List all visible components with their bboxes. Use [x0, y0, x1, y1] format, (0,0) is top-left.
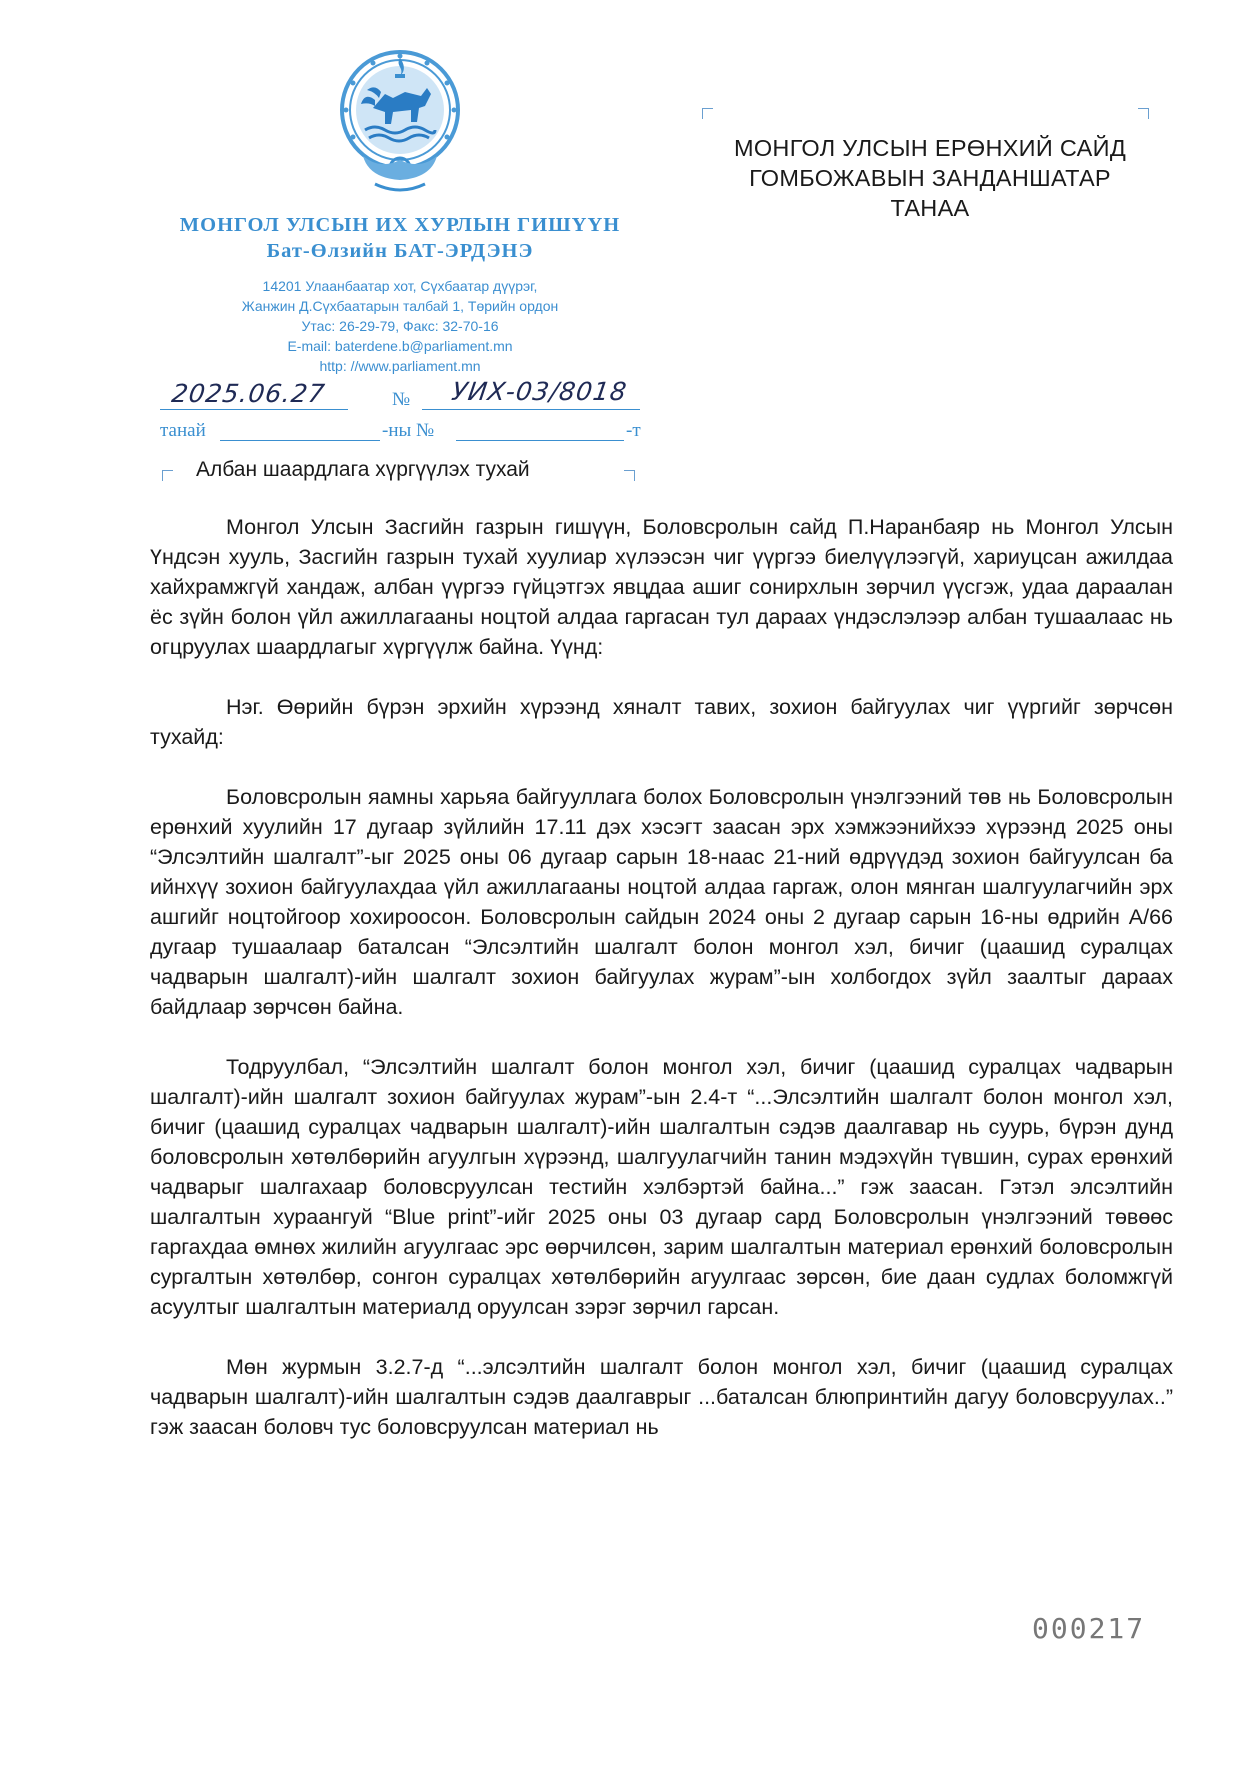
- reply-number-label: -ны №: [382, 420, 435, 441]
- state-emblem-icon: [335, 48, 465, 198]
- recipient-corner-mark: [702, 108, 713, 119]
- subject-corner-mark: [624, 470, 635, 481]
- sender-name: Бат-Өлзийн БАТ-ЭРДЭНЭ: [266, 240, 534, 262]
- number-underline: [422, 409, 640, 410]
- recipient-block: [700, 133, 1160, 223]
- sender-address: [150, 276, 650, 376]
- handwritten-date: 2025.06.27: [169, 379, 328, 408]
- body-paragraph: Тодруулбал, “Элсэлтийн шалгалт болон монгол хэл, бичиг (цаашид суралцах чадварын шалгалт)-ийн шалгалт зохион байгуулах журам”-ын 2.4-т “...Элсэлтийн шалгалт болон монгол хэл, бичиг (цаашид суралцах чадварын шалгалт)-ийн шалгалтын сэдэв даалгавар нь суурь, бүрэн дунд боловсролын хөтөлбөрийн агуулгын хүрээнд, шалгуулагчийн танин мэдэхүйн түвшин, сурах ерөнхий чадварыг шалгахаар боловсруулсан тестийн хэлбэртэй байна...” гэж заасан. Гэтэл элсэлтийн шалгалтын хураангуй “Blue print”-ийг 2025 оны 03 дугаар сард Боловсролын үнэлгээний төвөөс гаргахдаа өмнөх жилийн агуулгаас эрс өөрчилсөн, зарим шалгалтын материал ерөнхий боловсролын сургалтын хөтөлбөр, сонгон суралцах хөтөлбөрийн агуулгаас зөрсөн, бие даан судлах боломжгүй асуултыг шалгалтын материалд оруулсан зэрэг зөрчил гарсан.: [150, 1055, 1173, 1319]
- address-line: 14201 Улаанбаатар хот, Сүхбаатар дүүрэг,: [262, 278, 538, 294]
- page-number-stamp: 000217: [1032, 1612, 1146, 1645]
- letterhead: [150, 212, 650, 376]
- body-paragraph: Монгол Улсын Засгийн газрын гишүүн, Боловсролын сайд П.Наранбаяр нь Монгол Улсын Үндсэн хууль, Засгийн газрын тухай хуулиар хүлээсэн чиг үүргээ биелүүлээгүй, хариуцсан ажилдаа хайхрамжгүй хандаж, албан үүргээ гүйцэтгэх явцдаа ашиг сонирхлын зөрчил үүсгэж, удаа дараалан ёс зүйн болон үйл ажиллагааны ноцтой алдаа гаргасан тул дараах үндэслэлээр албан тушаалаас нь огцруулах шаардлагыг хүргүүлж байна. Үүнд:: [150, 515, 1173, 659]
- letter-subject: Албан шаардлага хүргүүлэх тухай: [196, 458, 530, 481]
- recipient-name: ГОМБОЖАВЫН ЗАНДАНШАТАР: [749, 165, 1111, 191]
- handwritten-number: УИХ-03/8018: [449, 377, 629, 406]
- sender-organization: МОНГОЛ УЛСЫН ИХ ХУРЛЫН ГИШҮҮН: [179, 214, 621, 236]
- phone-line: Утас: 26-29-79, Факс: 32-70-16: [301, 318, 499, 334]
- body-paragraph: Мөн журмын 3.2.7-д “...элсэлтийн шалгалт болон монгол хэл, бичиг (цаашид суралцах чадварын шалгалт)-ийн шалгалтын сэдэв даалгаврыг ...баталсан блюпринтийн дагуу боловсруулах..” гэж заасан боловч тус боловсруулсан материал нь: [150, 1355, 1173, 1439]
- body-paragraph: Нэг. Өөрийн бүрэн эрхийн хүрээнд хяналт тавих, зохион байгуулах чиг үүргийг зөрчсөн тухайд:: [150, 695, 1173, 749]
- reply-suffix: -т: [626, 420, 641, 441]
- reply-prefix: танай: [160, 420, 206, 441]
- reply-date-underline: [220, 440, 380, 441]
- website-line: http: //www.parliament.mn: [319, 358, 481, 374]
- recipient-to: ТАНАА: [890, 195, 970, 221]
- reply-reference-line: [160, 420, 650, 450]
- recipient-corner-mark: [1138, 108, 1149, 119]
- body-paragraph: Боловсролын яамны харьяа байгууллага болох Боловсролын үнэлгээний төв нь Боловсролын ерөнхий хуулийн 17 дугаар зүйлийн 17.11 дэх хэсэгт заасан эрх хэмжээнийхээ хүрээнд 2025 оны “Элсэлтийн шалгалт”-ыг 2025 оны 06 дугаар сарын 18-наас 21-ний өдрүүдэд зохион байгуулсан ба ийнхүү зохион байгуулахдаа үйл ажиллагааны ноцтой алдаа гаргаж, олон мянган шалгуулагчийн эрх ашгийг ноцтойгоор хохироосон. Боловсролын сайдын 2024 оны 2 дугаар сарын 16-ны өдрийн А/66 дугаар тушаалаар баталсан “Элсэлтийн шалгалт болон монгол хэл, бичиг (цаашид суралцах чадварын шалгалт)-ийн шалгалт зохион байгуулах журам”-ын холбогдох зүйл заалтыг дараах байдлаар зөрчсөн байна.: [150, 785, 1173, 1019]
- address-line: Жанжин Д.Сүхбаатарын талбай 1, Төрийн ордон: [241, 298, 559, 314]
- email-line: E-mail: baterdene.b@parliament.mn: [287, 338, 513, 354]
- reply-number-underline: [456, 440, 624, 441]
- letter-body: [150, 512, 1173, 1472]
- date-number-line: [160, 377, 650, 417]
- subject-corner-mark: [162, 470, 173, 481]
- date-underline: [160, 409, 348, 410]
- number-label: №: [392, 389, 411, 410]
- recipient-title: МОНГОЛ УЛСЫН ЕРӨНХИЙ САЙД: [733, 135, 1127, 161]
